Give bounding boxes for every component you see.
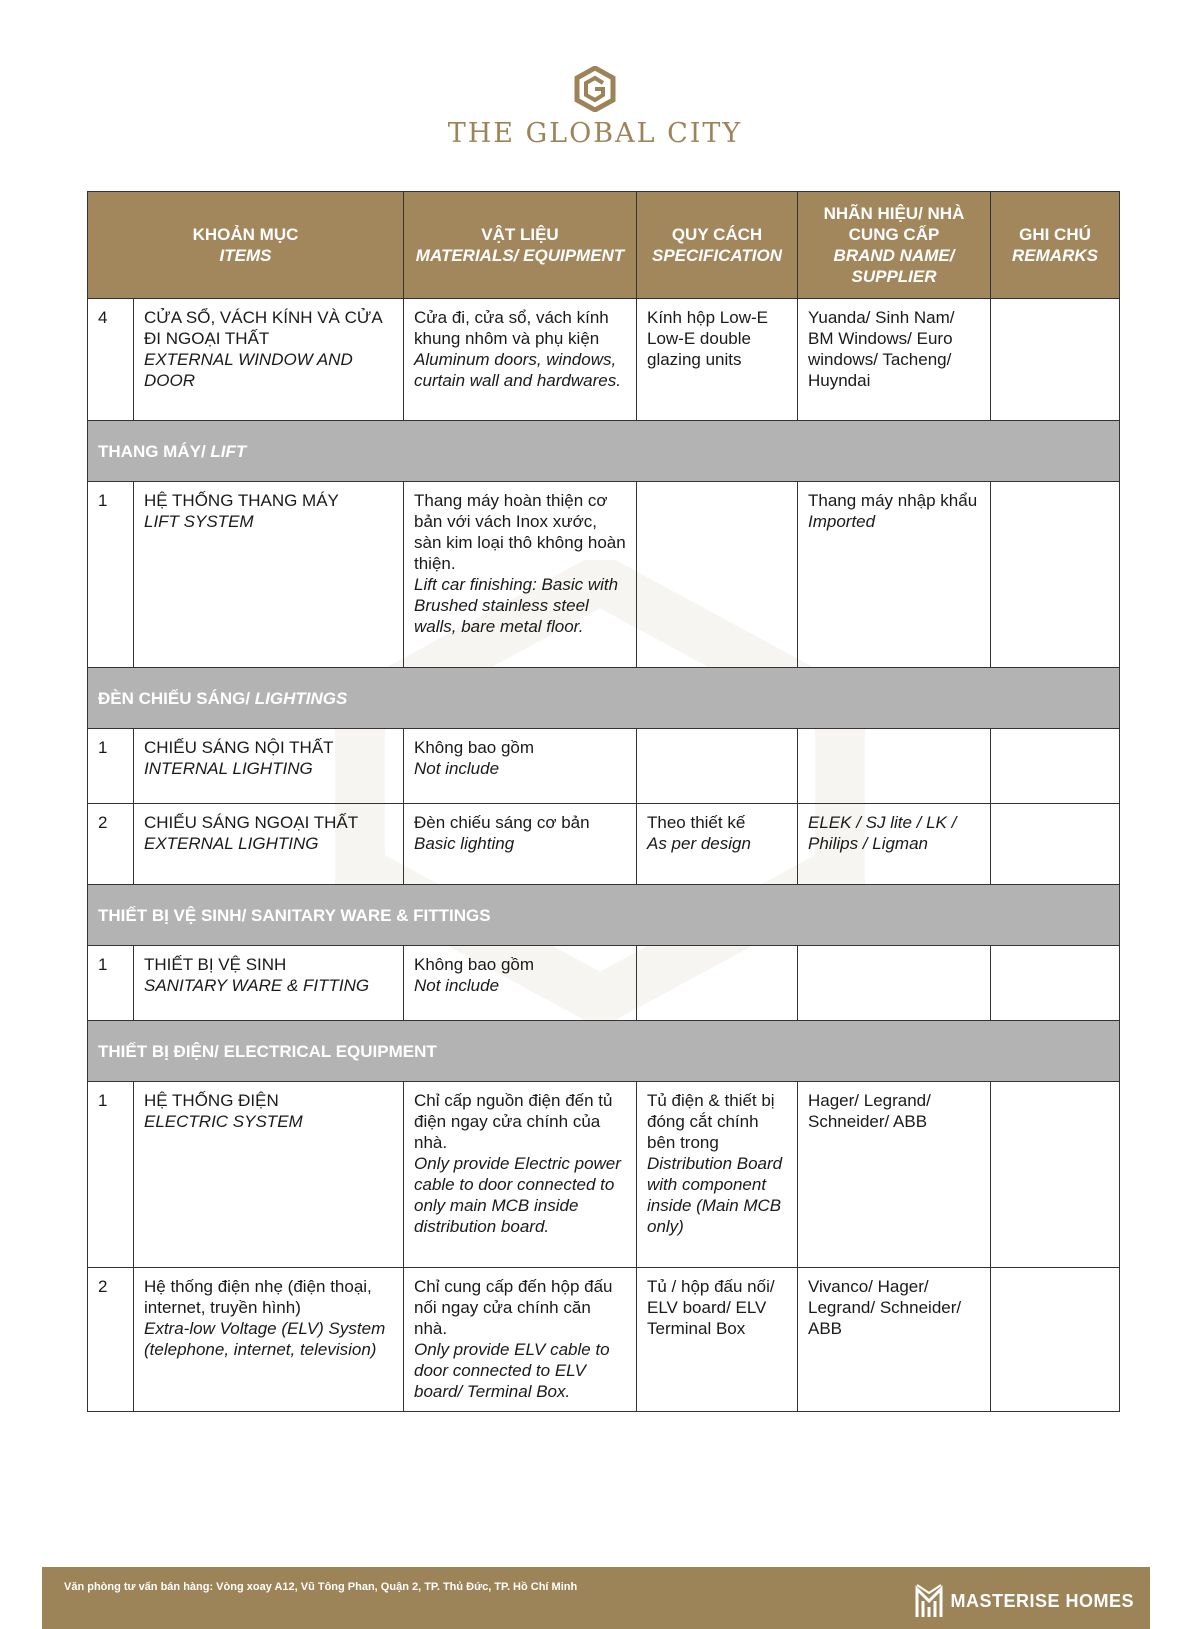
materials-cell: Đèn chiếu sáng cơ bản Basic lighting [404,804,637,885]
item-cell: HỆ THỐNG THANG MÁY LIFT SYSTEM [134,482,404,668]
table-row [88,729,1120,804]
header-remarks: GHI CHÚ REMARKS [991,192,1120,299]
brand-cell [798,729,991,804]
brand-logo [0,66,1190,149]
materials-cell: Không bao gồm Not include [404,729,637,804]
row-number: 1 [88,946,134,1021]
footer-brand-name: MASTERISE HOMES [950,1590,1134,1611]
footer-bar [42,1567,1150,1629]
materials-cell: Chỉ cấp nguồn điện đến tủ điện ngay cửa chính của nhà. Only provide Electric power cable to door connected to only main MCB inside distribution board. [404,1082,637,1268]
section-row-lift: THANG MÁY/ LIFT [88,421,1120,482]
row-number: 4 [88,299,134,421]
brand-cell: Hager/ Legrand/ Schneider/ ABB [798,1082,991,1268]
row-number: 1 [88,1082,134,1268]
spec-cell [637,946,798,1021]
header-specification: QUY CÁCH SPECIFICATION [637,192,798,299]
table-row [88,1268,1120,1412]
row-number: 2 [88,804,134,885]
table-row [88,299,1120,421]
brand-cell: ELEK / SJ lite / LK / Philips / Ligman [798,804,991,885]
item-cell: CHIẾU SÁNG NỘI THẤT INTERNAL LIGHTING [134,729,404,804]
remarks-cell [991,482,1120,668]
table-row [88,482,1120,668]
remarks-cell [991,1082,1120,1268]
spec-cell [637,729,798,804]
item-cell: CỬA SỔ, VÁCH KÍNH VÀ CỬA ĐI NGOẠI THẤT EXTERNAL WINDOW AND DOOR [134,299,404,421]
brand-cell [798,946,991,1021]
spec-cell: Kính hộp Low-E Low-E double glazing units [637,299,798,421]
row-number: 1 [88,729,134,804]
remarks-cell [991,804,1120,885]
row-number: 2 [88,1268,134,1412]
brand-cell: Vivanco/ Hager/ Legrand/ Schneider/ ABB [798,1268,991,1412]
table-row [88,804,1120,885]
item-cell: Hệ thống điện nhẹ (điện thoại, internet, truyền hình) Extra-low Voltage (ELV) System (telephone, internet, television) [134,1268,404,1412]
masterise-homes-logo-icon [914,1583,944,1619]
materials-cell: Chỉ cung cấp đến hộp đấu nối ngay cửa chính căn nhà. Only provide ELV cable to door connected to ELV board/ Terminal Box. [404,1268,637,1412]
table-row [88,1082,1120,1268]
specification-table [87,191,1120,1412]
section-row-electrical: THIẾT BỊ ĐIỆN/ ELECTRICAL EQUIPMENT [88,1021,1120,1082]
remarks-cell [991,729,1120,804]
header-brand: NHÃN HIỆU/ NHÀ CUNG CẤP BRAND NAME/ SUPPLIER [798,192,991,299]
item-cell: CHIẾU SÁNG NGOẠI THẤT EXTERNAL LIGHTING [134,804,404,885]
section-row-lighting: ĐÈN CHIẾU SÁNG/ LIGHTINGS [88,668,1120,729]
brand-cell: Thang máy nhập khẩu Imported [798,482,991,668]
header-items: KHOẢN MỤC ITEMS [88,192,404,299]
item-cell: THIẾT BỊ VỆ SINH SANITARY WARE & FITTING [134,946,404,1021]
footer-brand [914,1583,1134,1619]
remarks-cell [991,1268,1120,1412]
spec-cell: Tủ điện & thiết bị đóng cắt chính bên trong Distribution Board with component inside (Main MCB only) [637,1082,798,1268]
materials-cell: Thang máy hoàn thiện cơ bản với vách Inox xước, sàn kim loại thô không hoàn thiện. Lift car finishing: Basic with Brushed stainless steel walls, bare metal floor. [404,482,637,668]
footer-address: Văn phòng tư vấn bán hàng: Vòng xoay A12, Vũ Tông Phan, Quận 2, TP. Thủ Đức, TP. Hồ Chí Minh [64,1581,578,1593]
table-row [88,946,1120,1021]
row-number: 1 [88,482,134,668]
section-row-sanitary: THIẾT BỊ VỆ SINH/ SANITARY WARE & FITTINGS [88,885,1120,946]
table-header-row [88,192,1120,299]
materials-cell: Không bao gồm Not include [404,946,637,1021]
item-cell: HỆ THỐNG ĐIỆN ELECTRIC SYSTEM [134,1082,404,1268]
spec-cell: Theo thiết kế As per design [637,804,798,885]
global-city-hexagon-g-icon [573,66,617,112]
spec-cell: Tủ / hộp đấu nối/ ELV board/ ELV Terminal Box [637,1268,798,1412]
brand-name: THE GLOBAL CITY [447,118,743,149]
header-materials: VẬT LIỆU MATERIALS/ EQUIPMENT [404,192,637,299]
spec-cell [637,482,798,668]
remarks-cell [991,299,1120,421]
materials-cell: Cửa đi, cửa sổ, vách kính khung nhôm và phụ kiện Aluminum doors, windows, curtain wall and hardwares. [404,299,637,421]
remarks-cell [991,946,1120,1021]
brand-cell: Yuanda/ Sinh Nam/ BM Windows/ Euro windows/ Tacheng/ Huyndai [798,299,991,421]
